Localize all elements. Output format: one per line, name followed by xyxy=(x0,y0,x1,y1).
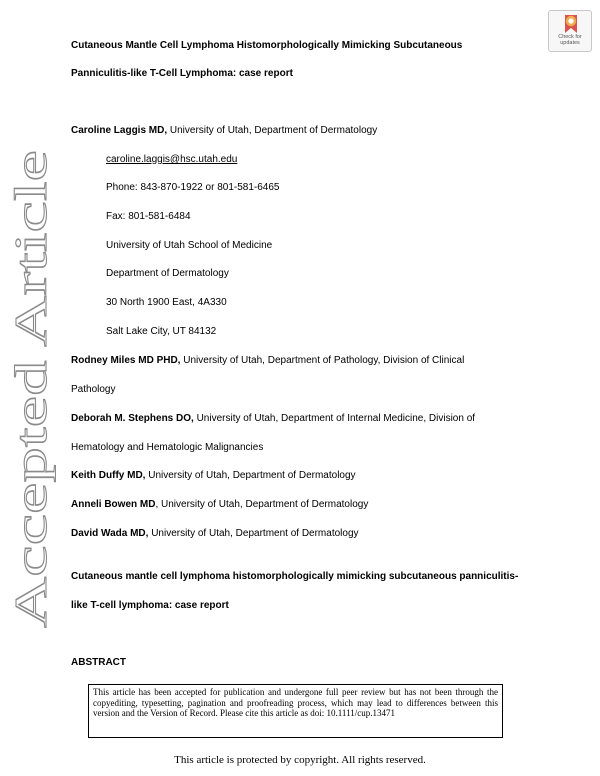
paper-title-line-1: Cutaneous Mantle Cell Lymphoma Histomorphologically Mimicking Subcutaneous xyxy=(71,40,463,51)
check-for-updates-badge[interactable] xyxy=(548,10,592,52)
running-title-line-1: Cutaneous mantle cell lymphoma histomorphologically mimicking subcutaneous panniculitis- xyxy=(71,571,519,582)
author-affiliation: , University of Utah, Department of Dermatology xyxy=(155,499,369,510)
author-affiliation: University of Utah, Department of Dermatology xyxy=(148,528,359,539)
author-affiliation-continued: Hematology and Hematologic Malignancies xyxy=(71,442,264,453)
author-fax: Fax: 801-581-6484 xyxy=(106,211,191,222)
author-affiliation: University of Utah, Department of Pathology, Division of Clinical xyxy=(180,355,465,366)
author-david-wada xyxy=(71,528,359,540)
author-rodney-miles xyxy=(71,355,464,367)
address-line-4: Salt Lake City, UT 84132 xyxy=(106,326,217,337)
address-line-3: 30 North 1900 East, 4A330 xyxy=(106,297,227,308)
notice-text: This article has been accepted for publication and undergone full peer review but has not been through the copyediting, typesetting, pagination and proofreading process, which may lead to differences between this version and the Version of Record. Please cite this article as doi: 10.1111/cup.13471 xyxy=(93,687,498,718)
copyright-footer: This article is protected by copyright. All rights reserved. xyxy=(174,754,426,766)
bookmark-ribbon-icon xyxy=(562,14,580,34)
address-line-1: University of Utah School of Medicine xyxy=(106,240,273,251)
author-email-link[interactable]: caroline.laggis@hsc.utah.edu xyxy=(106,154,238,165)
author-affiliation: University of Utah, Department of Internal Medicine, Division of xyxy=(193,413,476,424)
author-name: Caroline Laggis MD, xyxy=(71,125,168,136)
paper-title-line-2: Panniculitis-like T-Cell Lymphoma: case report xyxy=(71,68,293,79)
author-name: Anneli Bowen MD xyxy=(71,499,156,510)
author-affiliation: University of Utah, Department of Dermatology xyxy=(145,470,356,481)
watermark-text: Accepted Article xyxy=(5,317,56,628)
author-name: Deborah M. Stephens DO, xyxy=(71,413,194,424)
author-keith-duffy xyxy=(71,470,356,482)
abstract-heading: ABSTRACT xyxy=(71,657,126,668)
author-caroline-laggis xyxy=(71,125,377,137)
author-name: David Wada MD, xyxy=(71,528,149,539)
accepted-article-watermark xyxy=(4,148,56,628)
author-affiliation: University of Utah, Department of Dermatology xyxy=(167,125,378,136)
address-line-2: Department of Dermatology xyxy=(106,268,229,279)
author-name: Keith Duffy MD, xyxy=(71,470,146,481)
author-anneli-bowen xyxy=(71,499,368,511)
author-affiliation-continued: Pathology xyxy=(71,384,116,395)
running-title-line-2: like T-cell lymphoma: case report xyxy=(71,600,229,611)
author-deborah-stephens xyxy=(71,413,475,425)
accepted-article-notice xyxy=(88,684,503,738)
author-phone: Phone: 843-870-1922 or 801-581-6465 xyxy=(106,182,280,193)
badge-label: Check for updates xyxy=(558,34,582,46)
author-name: Rodney Miles MD PHD, xyxy=(71,355,181,366)
